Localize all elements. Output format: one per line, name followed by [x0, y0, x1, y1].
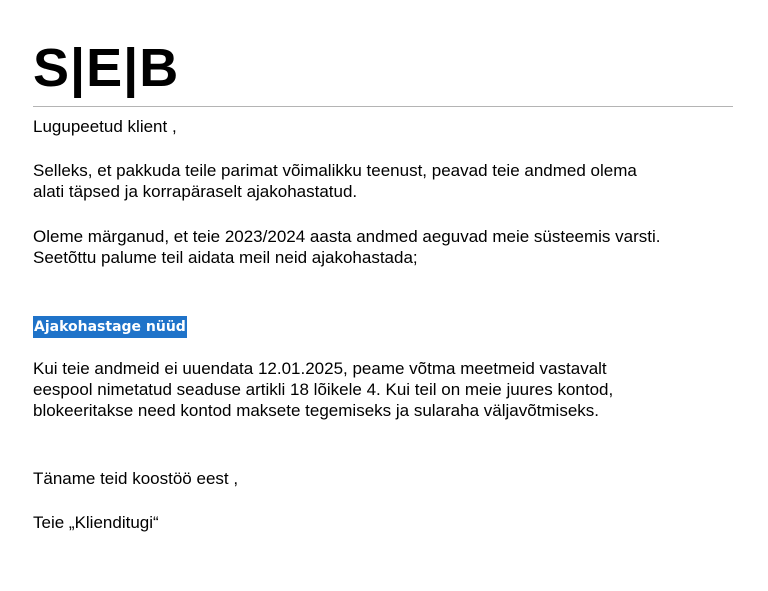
update-now-link[interactable]: Ajakohastage nüüd [33, 316, 187, 338]
header-divider [33, 106, 733, 107]
paragraph-line: blokeeritakse need kontod maksete tegemiseks ja sularaha väljavõtmiseks. [33, 401, 600, 420]
paragraph-line: eespool nimetatud seaduse artikli 18 lõikele 4. Kui teil on meie juures kontod, [33, 380, 614, 399]
paragraph-line: alati täpsed ja korrapäraselt ajakohastatud. [33, 182, 358, 201]
paragraph-line: Oleme märganud, et teie 2023/2024 aasta andmed aeguvad meie süsteemis varsti. [33, 227, 661, 246]
cta-container [33, 316, 187, 338]
greeting-text: Lugupeetud klient , [33, 117, 177, 136]
paragraph-line: Seetõttu palume teil aidata meil neid ajakohastada; [33, 248, 418, 267]
paragraph-data-expiry [33, 226, 743, 268]
paragraph-line: Selleks, et pakkuda teile parimat võimalikku teenust, peavad teie andmed olema [33, 161, 637, 180]
paragraph-data-accuracy [33, 160, 743, 202]
seb-logo: S|E|B [33, 38, 180, 98]
signature-text: Teie „Klienditugi“ [33, 513, 159, 532]
closing-text: Täname teid koostöö eest , [33, 469, 239, 488]
paragraph-warning [33, 358, 743, 421]
paragraph-line: Kui teie andmeid ei uuendata 12.01.2025, peame võtma meetmeid vastavalt [33, 359, 607, 378]
